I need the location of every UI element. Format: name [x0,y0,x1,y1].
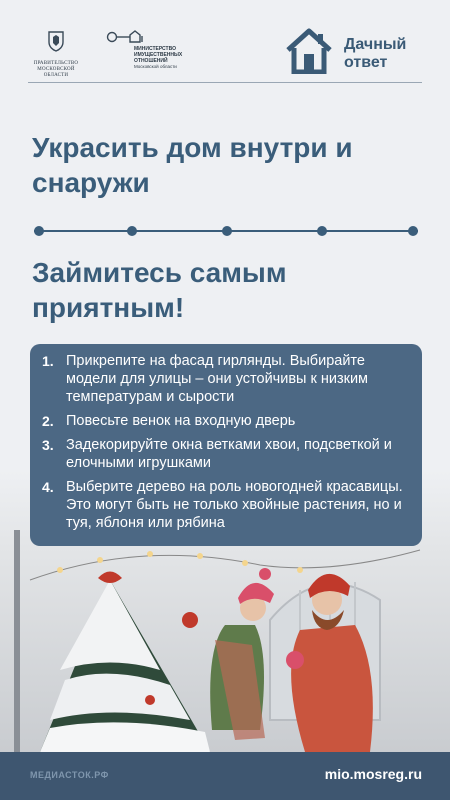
tip-number: 1. [42,353,54,369]
footer-link[interactable]: mio.mosreg.ru [324,766,422,782]
page-title: Украсить дом внутри и снаружи [32,132,353,198]
brand-line-1: Дачный [344,36,407,53]
ministry-logo [106,30,196,69]
footer [0,752,450,800]
ministry-name: МИНИСТЕРСТВО ИМУЩЕСТВЕННЫХ ОТНОШЕНИЙ [134,46,183,64]
timeline-dot [317,226,327,236]
tip-item [42,436,408,472]
timeline-dot [222,226,232,236]
gov-logo [28,30,84,79]
gov-logo-text: ПРАВИТЕЛЬСТВО МОСКОВСКОЙ ОБЛАСТИ [33,61,79,78]
ministry-text [134,46,196,70]
coat-of-arms-icon [47,30,65,52]
brand-name [344,36,406,72]
timeline-dot [127,226,137,236]
tips-box [30,344,422,546]
house-icon [284,28,334,74]
tip-item [42,478,408,532]
brand-line-2: ответ [344,54,388,71]
header-divider [28,82,422,83]
brand-logo [284,28,424,74]
tip-text: Задекорируйте окна ветками хвои, подсветкой и елочными игрушками [66,437,392,471]
tip-item [42,352,408,406]
progress-timeline [34,226,418,236]
tip-item [42,412,408,430]
tip-number: 2. [42,413,54,429]
subtitle: Займитесь самым приятным! [32,257,287,323]
header [0,0,450,84]
ministry-sub: Московской области [134,64,177,69]
timeline-dot [34,226,44,236]
tip-number: 4. [42,479,54,495]
timeline-dot [408,226,418,236]
footer-source: МЕДИАСТОК.РФ [30,770,109,780]
tip-text: Повесьте венок на входную дверь [66,413,296,429]
key-house-icon [106,30,146,44]
tip-text: Прикрепите на фасад гирлянды. Выбирайте модели для улицы – они устойчивы к низким температурам и сырости [66,353,369,405]
tip-number: 3. [42,437,54,453]
tip-text: Выберите дерево на роль новогодней красавицы. Это могут быть не только хвойные растения, но и туя, яблоня или рябина [66,479,403,531]
